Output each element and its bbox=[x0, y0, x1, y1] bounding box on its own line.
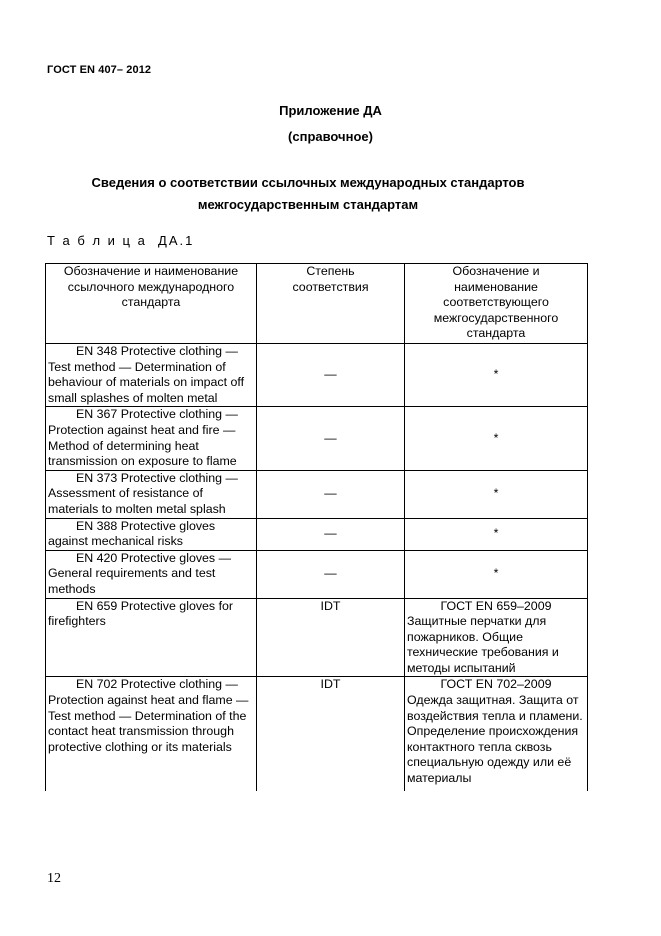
reference-cell: EN 659 Protective gloves for firefighters bbox=[46, 598, 257, 677]
reference-cell: EN 702 Protective clothing — Protection against heat and flame — Test method — Determination of the contact heat transmission through protective clothing or its materials bbox=[46, 677, 257, 791]
reference-cell: EN 420 Protective gloves — General requirements and test methods bbox=[46, 550, 257, 598]
interstate-cell: * bbox=[405, 407, 588, 470]
table-caption: Т а б л и ц а ДА.1 bbox=[47, 233, 195, 248]
degree-cell: IDT bbox=[257, 677, 405, 791]
col-header-reference: Обозначение и наименование ссылочного международного стандарта bbox=[46, 264, 257, 344]
appendix-title: Приложение ДА bbox=[279, 103, 382, 118]
interstate-cell: * bbox=[405, 470, 588, 518]
table-row bbox=[46, 598, 588, 677]
interstate-cell: * bbox=[405, 518, 588, 550]
table-row bbox=[46, 518, 588, 550]
col-header-degree: Степень соответствия bbox=[257, 264, 405, 344]
interstate-code: ГОСТ EN 659–2009 bbox=[440, 598, 552, 613]
reference-cell: EN 373 Protective clothing — Assessment of resistance of materials to molten metal splash bbox=[46, 470, 257, 518]
table-row bbox=[46, 470, 588, 518]
standards-table bbox=[45, 263, 588, 791]
table-row bbox=[46, 550, 588, 598]
section-heading-line2: межгосударственным стандартам bbox=[197, 197, 419, 212]
reference-cell: EN 388 Protective gloves against mechanical risks bbox=[46, 518, 257, 550]
interstate-code: ГОСТ EN 702–2009 bbox=[440, 677, 552, 692]
interstate-cell bbox=[405, 598, 588, 677]
table-header-row bbox=[46, 264, 588, 344]
page-number: 12 bbox=[47, 871, 61, 886]
degree-cell: — bbox=[257, 518, 405, 550]
degree-cell: — bbox=[257, 407, 405, 470]
reference-cell: EN 348 Protective clothing — Test method — Determination of behaviour of materials on impact off small splashes of molten metal bbox=[46, 344, 257, 407]
interstate-cell bbox=[405, 677, 588, 791]
degree-cell: — bbox=[257, 470, 405, 518]
table-row bbox=[46, 344, 588, 407]
col-header-interstate: Обозначение и наименование соответствующего межгосударственного стандарта bbox=[405, 264, 588, 344]
table-row bbox=[46, 677, 588, 791]
interstate-name: Одежда защитная. Защита от воздействия тепла и пламени. Определение происхождения контактного тепла сквозь специальную одежду или её материалы bbox=[407, 693, 583, 786]
appendix-subtitle: (справочное) bbox=[288, 129, 373, 144]
degree-cell: — bbox=[257, 550, 405, 598]
interstate-cell: * bbox=[405, 344, 588, 407]
interstate-cell: * bbox=[405, 550, 588, 598]
degree-cell: — bbox=[257, 344, 405, 407]
reference-cell: EN 367 Protective clothing — Protection against heat and fire — Method of determining heat transmission on exposure to flame bbox=[46, 407, 257, 470]
document-code: ГОСТ EN 407– 2012 bbox=[47, 64, 152, 76]
section-heading-line1: Сведения о соответствии ссылочных международных стандартов bbox=[91, 175, 525, 190]
degree-cell: IDT bbox=[257, 598, 405, 677]
interstate-name: Защитные перчатки для пожарников. Общие технические требования и методы испытаний bbox=[407, 614, 559, 675]
table-row bbox=[46, 407, 588, 470]
